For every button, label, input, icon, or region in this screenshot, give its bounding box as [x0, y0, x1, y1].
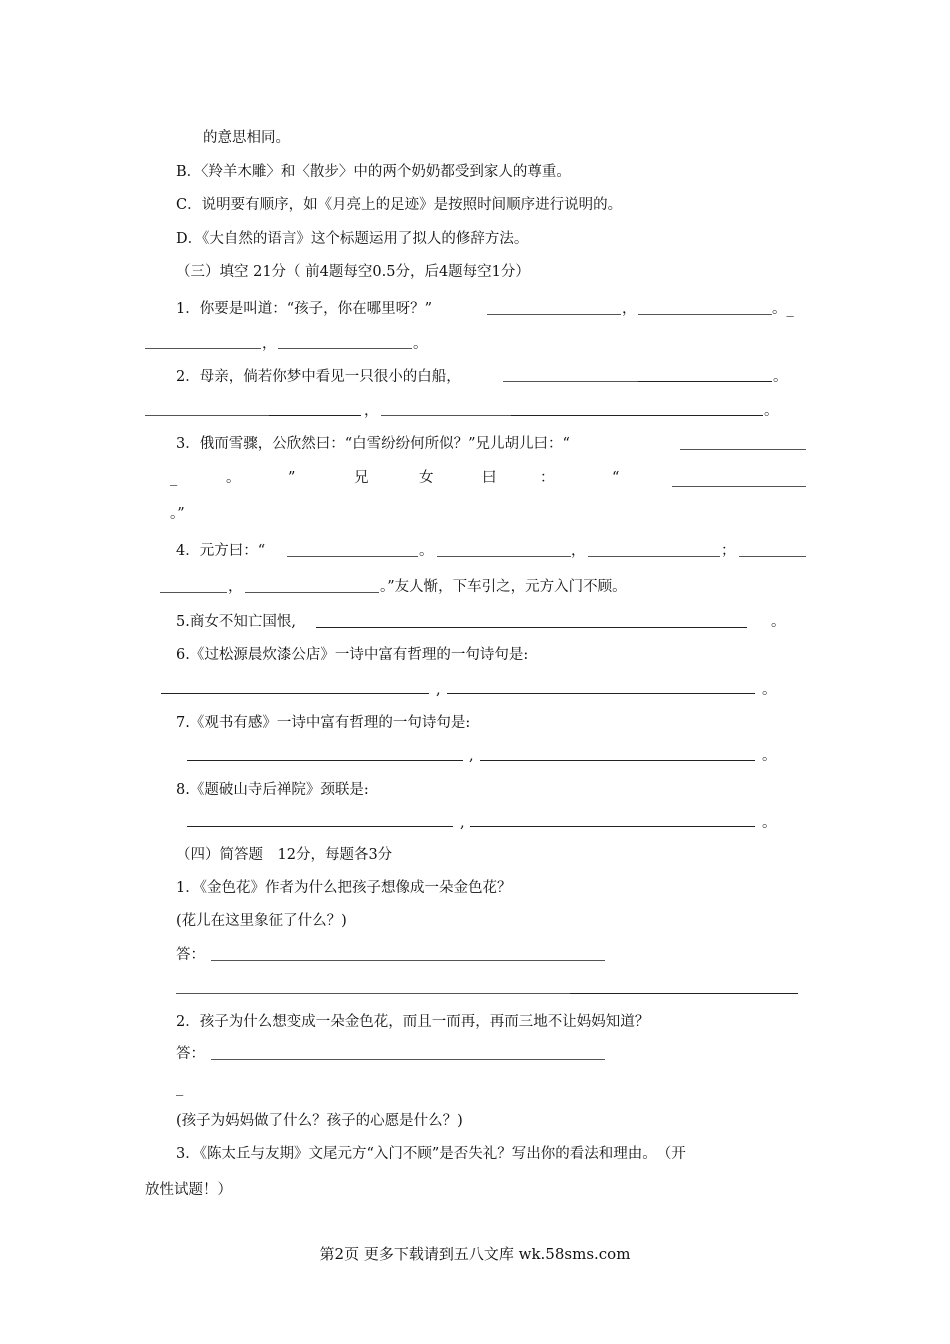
q5-blank[interactable] — [316, 627, 747, 628]
q4-comma-2: ， — [228, 579, 243, 595]
q1-period-2: 。 — [413, 336, 428, 352]
q4-period-1: 。 — [419, 543, 434, 559]
q4-blank-1[interactable] — [287, 556, 418, 557]
q2-period-2: 。 — [764, 403, 779, 419]
option-c: C．说明要有顺序，如《月亮上的足迹》是按照时间顺序进行说明的。 — [176, 197, 623, 213]
q1-comma-2: ， — [262, 336, 277, 352]
q3-blank-2[interactable] — [672, 486, 806, 487]
q3-underscore: _ — [170, 470, 178, 486]
q4-blank-3[interactable] — [588, 556, 720, 557]
option-b: B．〈羚羊木雕〉和〈散步〉中的两个奶奶都受到家人的尊重。 — [176, 164, 571, 180]
q7-blank-2[interactable] — [480, 760, 755, 761]
q2-blank-2a[interactable] — [145, 415, 269, 416]
q7-period: 。 — [762, 748, 777, 764]
question-5: 5.商女不知亡国恨, — [176, 614, 296, 630]
q3-period: 。 — [226, 470, 241, 486]
q1-comma-1: ， — [622, 301, 637, 317]
a1-blank-2a[interactable] — [176, 993, 570, 994]
a2-blank-1[interactable] — [211, 1059, 605, 1060]
q2-blank-1a[interactable] — [503, 381, 638, 382]
answer-label-1: 答： — [176, 947, 205, 963]
answer-label-2: 答： — [176, 1046, 205, 1062]
question-1: 1．你要是叫道：“孩子，你在哪里呀？” — [176, 301, 433, 317]
q2-blank-2b[interactable] — [269, 415, 361, 416]
a1-blank-1[interactable] — [211, 960, 605, 961]
q2-blank-3b[interactable] — [511, 415, 763, 416]
q6-blank-2[interactable] — [447, 693, 755, 694]
q4-semicolon: ； — [721, 543, 736, 559]
question-8: 8.《题破山寺后禅院》颈联是: — [176, 782, 369, 798]
short-answer-2-hint: (孩子为妈妈做了什么？孩子的心愿是什么？) — [176, 1113, 463, 1129]
a2-dash: _ — [176, 1080, 184, 1096]
q8-period: 。 — [762, 815, 777, 831]
q8-blank-2[interactable] — [470, 826, 755, 827]
q4-comma-1: ， — [571, 543, 586, 559]
q2-blank-1b[interactable] — [638, 381, 772, 382]
question-6: 6.《过松源晨炊漆公店》一诗中富有哲理的一句诗句是: — [176, 647, 529, 663]
q7-blank-1[interactable] — [187, 760, 463, 761]
q6-period: 。 — [762, 682, 777, 698]
question-7: 7.《观书有感》一诗中富有哲理的一句诗句是: — [176, 715, 471, 731]
q7-comma: , — [469, 748, 474, 764]
option-d: D．《大自然的语言》这个标题运用了拟人的修辞方法。 — [176, 231, 529, 247]
short-answer-2: 2．孩子为什么想变成一朵金色花，而且一而再，再而三地不让妈妈知道？ — [176, 1014, 650, 1030]
q4-end: 。”友人惭，下车引之，元方入门不顾。 — [380, 579, 627, 595]
q3-blank-1[interactable] — [680, 449, 806, 450]
q2-blank-3a[interactable] — [381, 415, 511, 416]
q3-char-yue: 曰 — [482, 470, 497, 486]
q4-blank-2[interactable] — [437, 556, 571, 557]
q2-comma: ， — [364, 403, 379, 419]
q1-period-1: 。_ — [772, 301, 794, 317]
q5-period: 。 — [771, 614, 786, 630]
short-answer-3-cont: 放性试题！） — [145, 1182, 232, 1198]
q3-char-xiong: 兄 — [354, 470, 369, 486]
q1-blank-1[interactable] — [487, 314, 621, 315]
q4-blank-4b[interactable] — [160, 592, 227, 593]
section-3-heading: （三）填空 21分（ 前4题每空0.5分，后4题每空1分） — [176, 264, 530, 280]
q8-blank-1[interactable] — [187, 826, 453, 827]
q3-open-quote: “ — [612, 470, 620, 486]
short-answer-1: 1．《金色花》作者为什么把孩子想像成一朵金色花？ — [176, 880, 512, 896]
short-answer-3: 3．《陈太丘与友期》文尾元方“入门不顾”是否失礼？写出你的看法和理由。 （开 — [176, 1146, 686, 1162]
q2-period-1: 。 — [773, 369, 788, 385]
a1-blank-2b[interactable] — [570, 993, 798, 994]
q4-blank-5[interactable] — [245, 592, 379, 593]
short-answer-1-hint: (花儿在这里象征了什么？) — [176, 913, 347, 929]
q3-char-nv: 女 — [419, 470, 434, 486]
q3-end: 。” — [170, 506, 185, 522]
page-footer: 第2页 更多下载请到五八文库 wk.58sms.com — [319, 1245, 631, 1263]
question-2: 2．母亲，倘若你梦中看见一只很小的白船， — [176, 369, 461, 385]
q1-blank-3[interactable] — [145, 348, 261, 349]
q8-comma: , — [460, 815, 465, 831]
section-4-heading: （四）简答题 12分，每题各3分 — [176, 847, 393, 863]
q1-blank-2[interactable] — [638, 314, 772, 315]
q4-blank-4a[interactable] — [739, 556, 806, 557]
question-4: 4．元方曰：“ — [176, 543, 266, 559]
option-a-tail: 的意思相同。 — [203, 130, 290, 146]
q3-close-quote: ” — [288, 470, 296, 486]
question-3: 3．俄而雪骤，公欣然曰：“白雪纷纷何所似？”兄儿胡儿曰：“ — [176, 436, 570, 452]
q3-colon: ： — [540, 470, 555, 486]
q6-comma: , — [436, 682, 441, 698]
q6-blank-1[interactable] — [161, 693, 429, 694]
q1-blank-4[interactable] — [278, 348, 412, 349]
